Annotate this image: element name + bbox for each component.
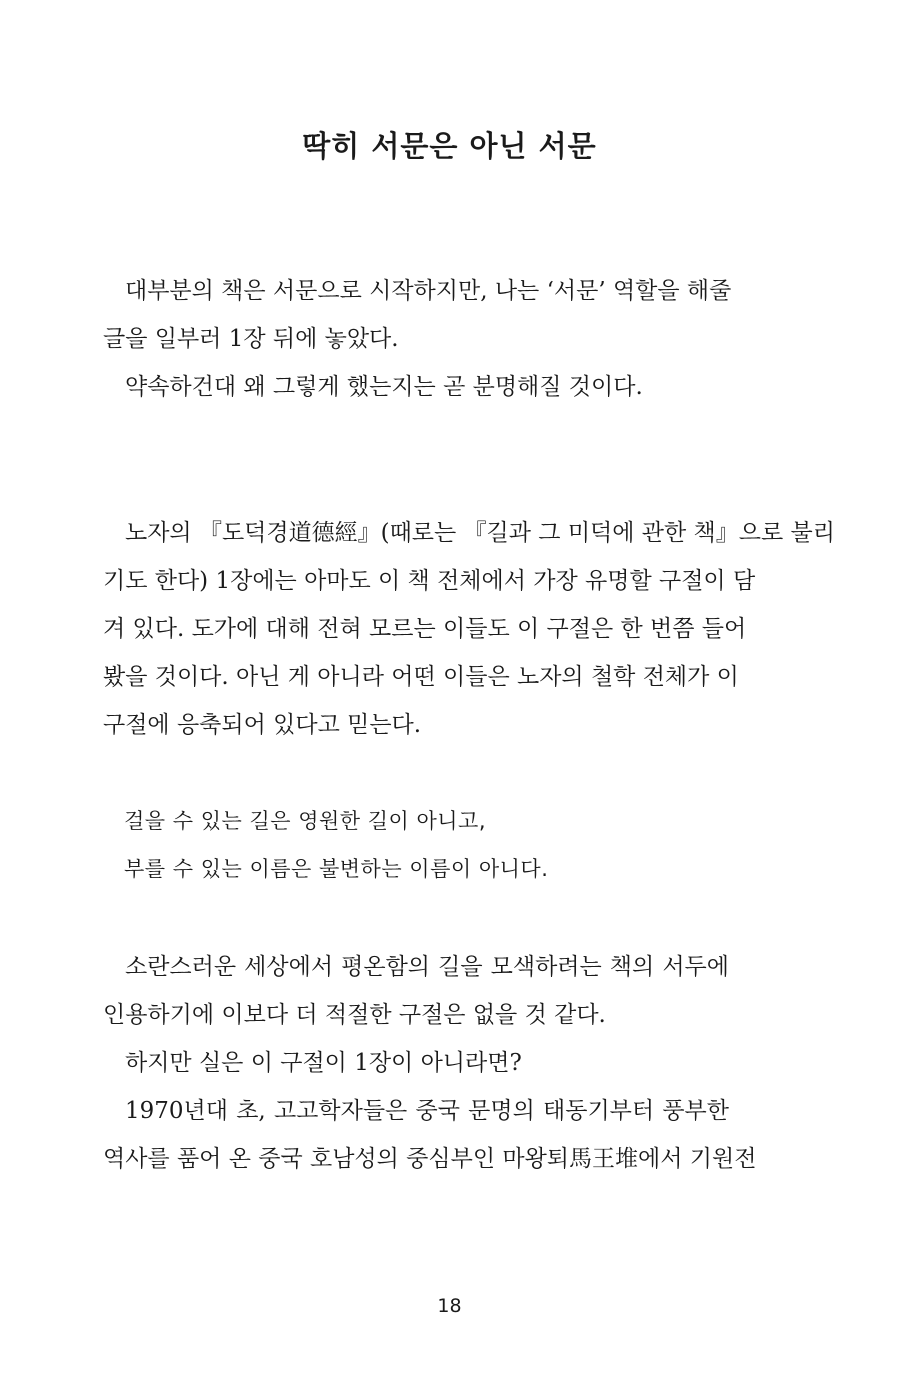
text-line: 하지만 실은 이 구절이 1장이 아니라면? (125, 1050, 522, 1076)
text-line: 소란스러운 세상에서 평온함의 길을 모색하려는 책의 서두에 (125, 954, 729, 980)
quote-line: 부를 수 있는 이름은 불변하는 이름이 아니다. (124, 857, 549, 881)
text-line: 인용하기에 이보다 더 적절한 구절은 없을 것 같다. (103, 1002, 606, 1028)
text-line: 약속하건대 왜 그렇게 했는지는 곧 분명해질 것이다. (125, 374, 643, 400)
text-line: 노자의 『도덕경道德經』(때로는 『길과 그 미덕에 관한 책』으로 불리 (125, 520, 835, 546)
chapter-title: 딱히 서문은 아닌 서문 (302, 129, 597, 163)
text-line: 역사를 품어 온 중국 호남성의 중심부인 마왕퇴馬王堆에서 기원전 (103, 1146, 757, 1172)
quote-line: 걸을 수 있는 길은 영원한 길이 아니고, (124, 809, 487, 833)
text-line: 대부분의 책은 서문으로 시작하지만, 나는 ‘서문’ 역할을 해줄 (125, 278, 732, 304)
text-line: 구절에 응축되어 있다고 믿는다. (103, 712, 422, 738)
text-line: 글을 일부러 1장 뒤에 놓았다. (103, 326, 399, 352)
text-line: 기도 한다) 1장에는 아마도 이 책 전체에서 가장 유명할 구절이 담 (103, 568, 756, 594)
text-line: 겨 있다. 도가에 대해 전혀 모르는 이들도 이 구절은 한 번쯤 들어 (103, 616, 747, 642)
text-line: 1970년대 초, 고고학자들은 중국 문명의 태동기부터 풍부한 (125, 1098, 729, 1124)
page-number: 18 (437, 1295, 462, 1317)
text-line: 봤을 것이다. 아닌 게 아니라 어떤 이들은 노자의 철학 전체가 이 (103, 664, 739, 690)
